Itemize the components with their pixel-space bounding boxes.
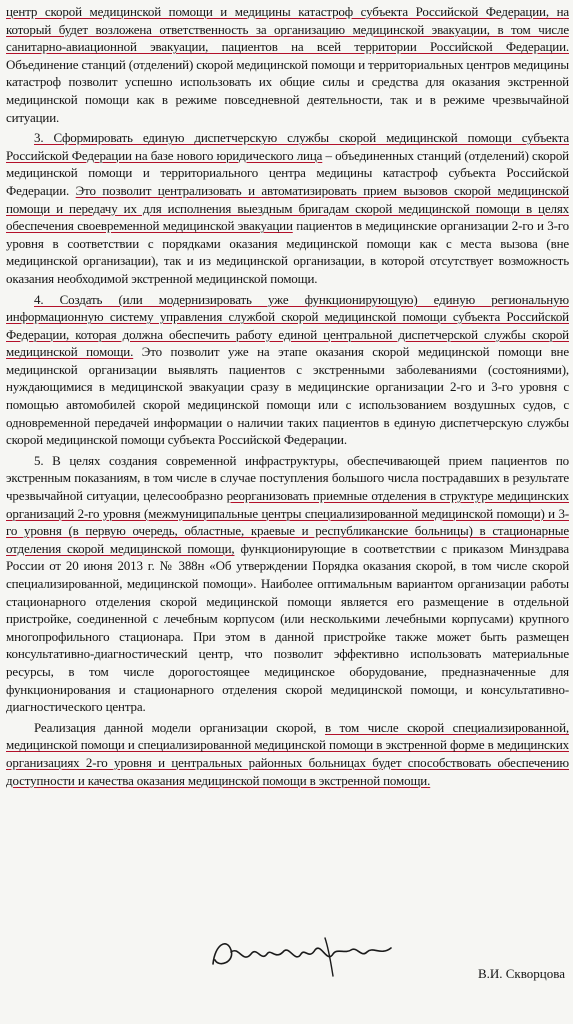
underlined-text: 3. Сформировать единую диспетчерскую службы скорой медицинской помощи субъекта Российской Федерации на базе нового юридического лица	[6, 130, 569, 163]
paragraph-text: Реализация данной модели организации скорой,	[34, 719, 325, 735]
underlined-text: в том числе скорой специализированной, медицинской помощи и специализированной медицинской помощи в экстренной форме в медицинских организациях 2-го уровня и центральных районных больницах будет способствовать обеспечению доступности и качества оказания медицинской помощи в экстренной помощи.	[6, 719, 569, 788]
signer-name: В.И. Скворцова	[477, 966, 565, 981]
paragraph-text: Объединение станций (отделений) скорой медицинской помощи и территориальных центров медицины катастроф позволит успешно использовать их общие силы и средства для оказания экстренной медицинской помощи как в режиме повседневной деятельности, так и в режиме чрезвычайной ситуации.	[6, 56, 569, 125]
underlined-text: центр скорой медицинской помощи и медицины катастроф субъекта Российской Федерации, на который будет возложена ответственность за организацию медицинской эвакуации, в том числе санитарно-авиационной эвакуации, пациентов на всей территории Российской Федерации.	[6, 4, 569, 55]
underlined-text: Это позволит централизовать и автоматизировать прием вызовов скорой медицинской помощи и передачу их для исполнения выездным бригадам скорой медицинской помощи в целях обеспечения своевременной медицинской эвакуации	[6, 182, 569, 234]
underlined-text: 4. Создать (или модернизировать уже функционирующую) единую региональную информационную систему управления службой скорой медицинской помощи субъекта Российской Федерации, которая должна обеспечить работу единой центральной диспетчерской службы скорой медицинской помощи.	[6, 291, 569, 360]
paragraph-text: Это позволит уже на этапе оказания скорой медицинской помощи вне медицинской организации выявлять пациентов с экстренными заболеваниями (состояниями), нуждающимися в медицинской эвакуации сразу в медицинские организации 2-го и 3-го уровня с помощью автомобилей скорой медицинской помощи или с использованием воздушных судов, с одновременной передачей информации о наличии таких пациентов в единую диспетчерскую службы скорой медицинской помощи субъекта Российской Федерации.	[6, 344, 569, 448]
handwritten-signature	[205, 924, 405, 984]
paragraph-4	[6, 291, 569, 449]
paragraph-1	[6, 3, 569, 126]
paragraph-text: пациентов в медицинские организации 2-го и 3-го уровня в соответствии с порядками оказания медицинской помощи как с места вызова (вне медицинской организации), так и из медицинской организации, в которой отсутствует возможность оказания необходимой экстренной медицинской помощи.	[6, 218, 569, 286]
paragraph-text: функционирующие в соответствии с приказом Минздрава России от 20 июня 2013 г. № 388н «Об утверждении Порядка оказания скорой, в том числе скорой специализированной, медицинской помощи». Наиболее оптимальным вариантом организации работы стационарного отделения скорой медицинской помощи является его размещение в отдельной пристройке, соединенной с лечебным корпусом (или несколькими лечебными корпусами) крупного многопрофильного стационара. При этом в данной пристройке также может быть размещен консультативно-диагностический центр, что позволит эффективно использовать материальные ресурсы, в том числе дорогостоящее медицинское оборудование, предназначенные для функционирования и стационарного отделения скорой медицинской помощи, и консультативно-диагностического центра.	[6, 540, 569, 715]
paragraph-6	[6, 719, 569, 789]
underlined-text: реорганизовать приемные отделения в структуре медицинских организаций 2-го уровня (межмуниципальные центры специализированной медицинской помощи) и 3-го уровня (в первую очередь, областные, краевые и республиканские больницы) в стационарные отделения скорой медицинской помощи,	[6, 488, 569, 556]
signature-block	[0, 914, 573, 1024]
paragraph-3	[6, 129, 569, 287]
paragraph-text: – объединенных станций (отделений) скорой медицинской помощи и территориального центра медицины катастроф субъекта Российской Федерации.	[6, 147, 569, 198]
paragraph-text: 5. В целях создания современной инфраструктуры, обеспечивающей прием пациентов по экстренным показаниям, в том числе в случае поступления большого числа пострадавших в результате чрезвычайной ситуации, целесообразно	[6, 452, 569, 504]
paragraph-5	[6, 452, 569, 716]
